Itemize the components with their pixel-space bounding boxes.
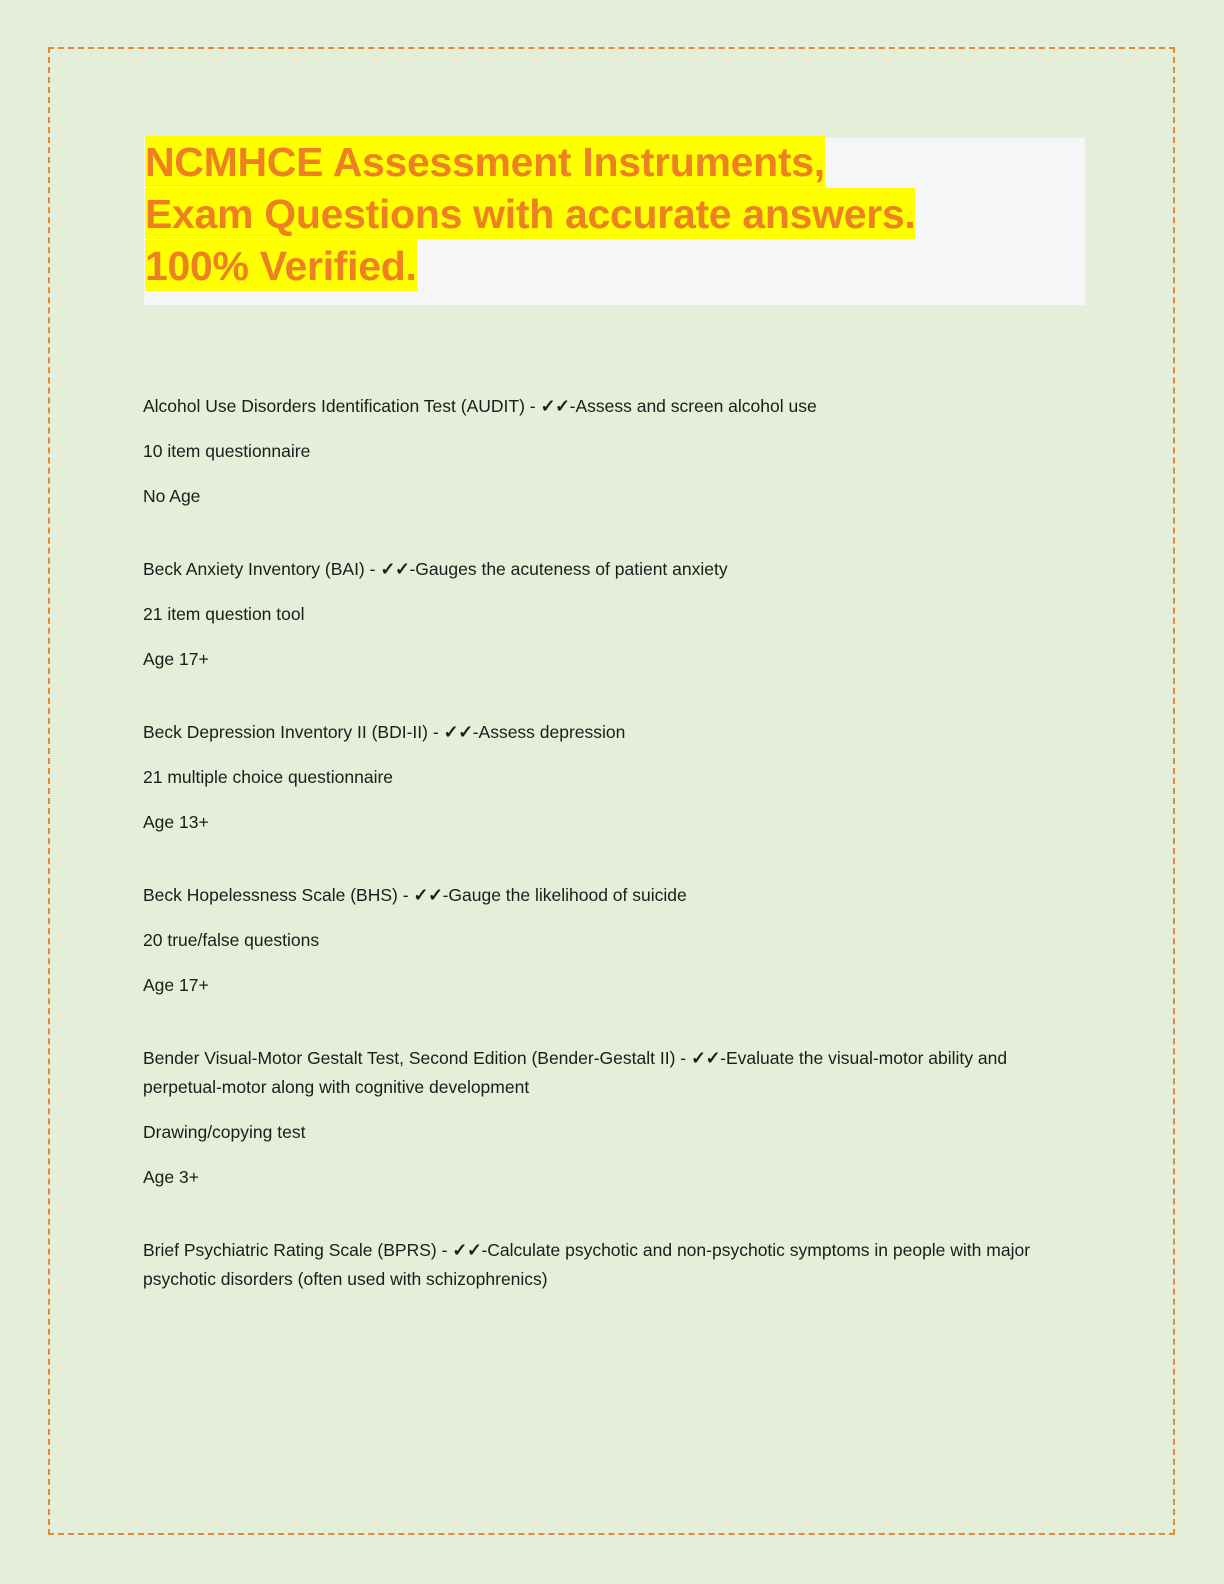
instrument-headline xyxy=(143,1044,1043,1102)
instrument-name: Bender Visual-Motor Gestalt Test, Second Edition (Bender-Gestalt II) - xyxy=(143,1048,691,1068)
page-title xyxy=(145,136,1083,292)
document-body xyxy=(143,392,1043,1294)
instrument-entry xyxy=(143,1236,1043,1294)
double-check-icon: ✓✓ xyxy=(380,559,410,579)
instrument-entry xyxy=(143,881,1043,1000)
title-block xyxy=(144,138,1085,305)
instrument-age-range: Age 3+ xyxy=(143,1167,199,1187)
double-check-icon: ✓✓ xyxy=(413,885,443,905)
instrument-headline xyxy=(143,555,1043,584)
double-check-icon: ✓✓ xyxy=(690,1048,721,1068)
instrument-entry xyxy=(143,1044,1043,1192)
double-check-icon: ✓✓ xyxy=(443,722,473,742)
instrument-detail: 21 item question tool xyxy=(143,604,305,624)
instrument-headline xyxy=(143,881,1043,910)
instrument-headline xyxy=(143,718,1043,747)
double-check-icon: ✓✓ xyxy=(452,1240,482,1260)
instrument-description: -Assess and screen alcohol use xyxy=(569,396,817,416)
instrument-entry xyxy=(143,392,1043,511)
instrument-name: Beck Depression Inventory II (BDI-II) - xyxy=(143,722,444,742)
title-line-3: 100% Verified. xyxy=(145,240,417,291)
instrument-description: -Gauge the likelihood of suicide xyxy=(442,885,687,905)
double-check-icon: ✓✓ xyxy=(540,396,570,416)
instrument-entry xyxy=(143,718,1043,837)
instrument-age-range: Age 13+ xyxy=(143,812,209,832)
instrument-headline xyxy=(143,1236,1043,1294)
instrument-detail: 20 true/false questions xyxy=(143,930,320,950)
instrument-description: -Calculate psychotic and non-psychotic symptoms in people with major psychotic disorders (often used with schizophrenics) xyxy=(143,1240,1031,1289)
instrument-description: -Gauges the acuteness of patient anxiety xyxy=(409,559,728,579)
instrument-name: Beck Hopelessness Scale (BHS) - xyxy=(143,885,414,905)
instrument-detail: 21 multiple choice questionnaire xyxy=(143,767,394,787)
instrument-entry xyxy=(143,555,1043,674)
instrument-age-range: Age 17+ xyxy=(143,975,209,995)
instrument-name: Brief Psychiatric Rating Scale (BPRS) - xyxy=(143,1240,453,1260)
instrument-description: -Assess depression xyxy=(472,722,626,742)
instrument-description: -Evaluate the visual-motor ability and perpetual-motor along with cognitive development xyxy=(143,1048,1008,1097)
instrument-name: Alcohol Use Disorders Identification Test (AUDIT) - xyxy=(143,396,541,416)
instrument-age-range: No Age xyxy=(143,486,201,506)
instrument-detail: Drawing/copying test xyxy=(143,1122,306,1142)
instrument-name: Beck Anxiety Inventory (BAI) - xyxy=(143,559,381,579)
instrument-detail: 10 item questionnaire xyxy=(143,441,311,461)
title-line-1: NCMHCE Assessment Instruments, xyxy=(145,136,825,187)
instrument-headline xyxy=(143,392,1043,421)
title-line-2: Exam Questions with accurate answers. xyxy=(145,188,915,239)
instrument-age-range: Age 17+ xyxy=(143,649,209,669)
